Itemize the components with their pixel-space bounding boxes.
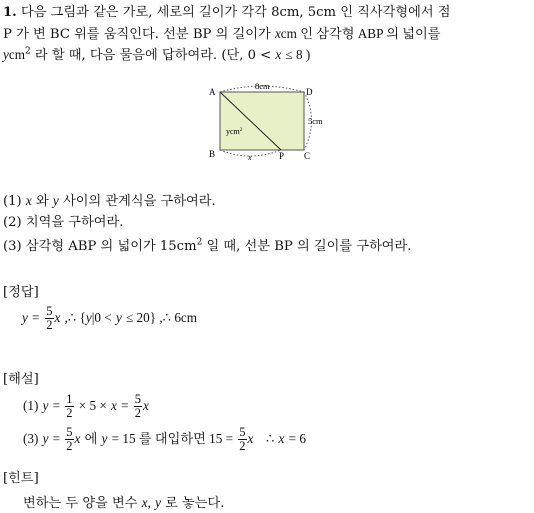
therefore-symbol: ∴ [265, 431, 275, 446]
problem-text-2: P 가 변 BC 위를 움직인다. 선분 BP 의 길이가 [3, 27, 271, 42]
label-B: B [209, 149, 216, 159]
fraction-five-halves: $\frac{5}{2}$ [239, 425, 246, 453]
question-1 [3, 192, 216, 211]
set-mid: |0 < [91, 310, 112, 325]
set-end: ≤ 20} ,∴ 6cm [126, 310, 198, 325]
problem-text-1: 다음 그림과 같은 가로, 세로의 길이가 각각 8cm, 5cm 인 직사각형에서 점 [20, 5, 451, 20]
hint-text-b: 로 놓는다. [165, 496, 225, 511]
area-label: ycm$^2$ [226, 127, 243, 136]
hint-text-a: 변하는 두 양을 변수 [23, 496, 138, 511]
equals: = [121, 398, 129, 413]
q1-mid: 와 [35, 194, 49, 209]
var-x: x [111, 398, 117, 413]
q3-text-a: (3) 삼각형 ABP 의 넓이가 15cm [3, 239, 197, 254]
s3-end: = 6 [288, 431, 306, 446]
unit-cm: cm [8, 47, 25, 62]
equals: = [52, 431, 61, 446]
problem-text-2-tail: cm 인 삼각형 ABP 의 넓이를 [280, 26, 441, 41]
hint-comma: , [147, 495, 151, 510]
label-A: A [209, 87, 216, 97]
problem-number: 1. [3, 5, 17, 20]
solution-line-1 [23, 391, 149, 422]
s3-mid-1: 에 [84, 432, 98, 447]
label-C: C [304, 151, 311, 161]
right-length-label: 5cm [308, 116, 323, 126]
solution-line-3 [23, 424, 306, 455]
fraction-five-halves: $\frac{5}{2}$ [66, 425, 73, 453]
var-y: y [3, 47, 9, 62]
answer-fraction: $\frac{5}{2}$ [46, 304, 53, 332]
s1-mid: × 5 × [78, 398, 107, 413]
top-length-label: 8cm [255, 82, 270, 91]
var-y: y [42, 398, 49, 413]
problem-line-2 [3, 25, 440, 44]
answer-therefore-1: ,∴ { [64, 310, 86, 325]
solution-heading: [해설] [3, 372, 39, 387]
var-y: y [155, 495, 161, 510]
var-x: x [54, 310, 61, 325]
var-x: x [275, 47, 282, 62]
s1-prefix: (1) [23, 398, 39, 413]
q3-sup: 2 [196, 237, 203, 248]
var-x: x [141, 495, 148, 510]
var-x: x [142, 398, 149, 413]
answer-heading: [정답] [3, 285, 39, 300]
question-3 [3, 238, 411, 256]
var-y: y [115, 310, 122, 325]
label-D: D [306, 87, 313, 97]
problem-line-3 [3, 46, 310, 65]
s3-mid-2: = 15 를 대입하면 15 = [111, 431, 234, 446]
problem-text-3: 라 할 때, 다음 물음에 답하여라. (단, 0 < [30, 48, 272, 63]
fraction-five-halves: $\frac{5}{2}$ [134, 392, 141, 420]
hint-line [23, 494, 224, 513]
var-x: x [278, 431, 285, 446]
s3-prefix: (3) [23, 431, 39, 446]
question-2: (2) 치역을 구하여라. [3, 215, 124, 230]
label-P: P [279, 151, 285, 161]
var-y: y [101, 431, 108, 446]
problem-line-1 [3, 4, 451, 22]
problem-condition: ≤ 8 ) [285, 47, 311, 62]
equals: = [52, 398, 61, 413]
unit-sup: 2 [24, 46, 31, 57]
bottom-var-label: x [248, 153, 252, 162]
answer-line [22, 303, 197, 334]
q1-tail: 사이의 관계식을 구하여라. [62, 194, 216, 209]
q3-text-b: 일 때, 선분 BP 의 길이를 구하여라. [202, 239, 412, 254]
var-x: x [247, 431, 254, 446]
var-x: x [74, 431, 81, 446]
rectangle-figure [205, 82, 335, 164]
var-y: y [52, 193, 59, 208]
answer-lhs: y = [22, 310, 41, 325]
hint-heading: [힌트] [3, 471, 39, 486]
q1-prefix: (1) [3, 194, 22, 209]
var-x: x [25, 193, 32, 208]
fraction-one-half: $\frac{1}{2}$ [66, 392, 73, 420]
var-x: x [274, 26, 281, 41]
var-y: y [85, 310, 92, 325]
var-y: y [42, 431, 49, 446]
rectangle-ABCD [220, 92, 304, 150]
